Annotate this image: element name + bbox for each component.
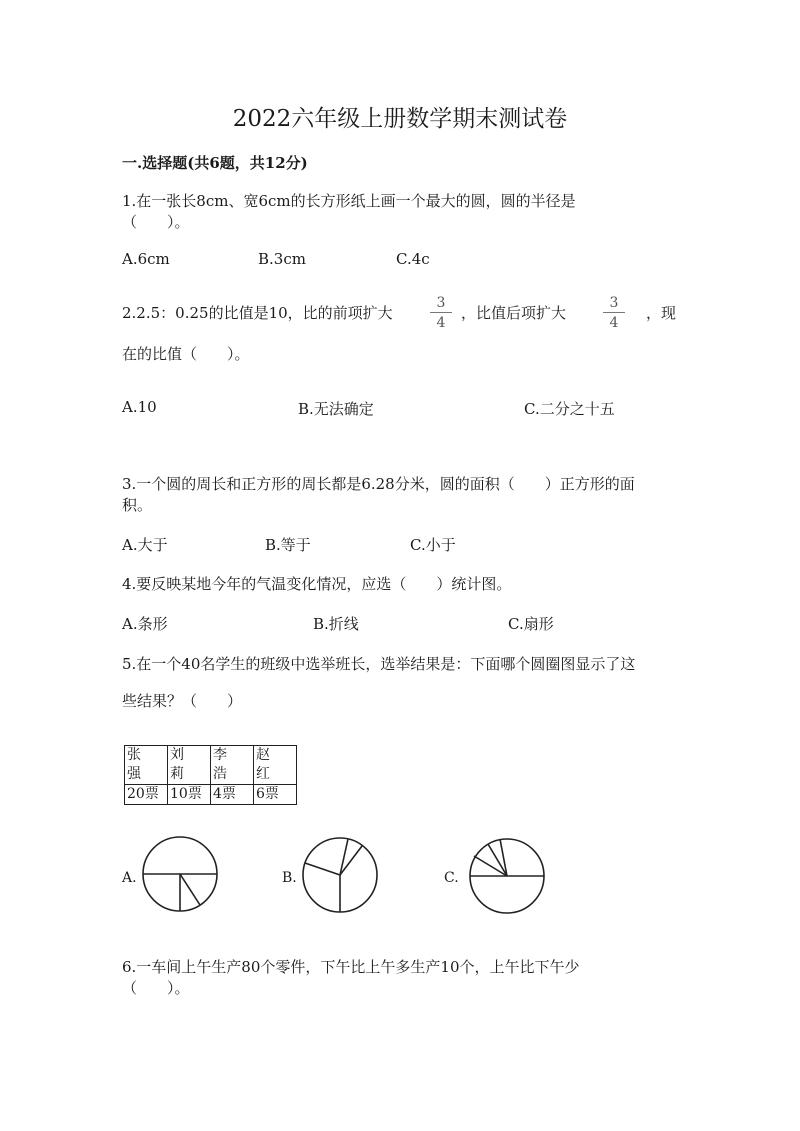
question-2-option-a: A.10 bbox=[122, 398, 157, 416]
question-2-text-part3: ，现 bbox=[646, 304, 677, 322]
fraction-numerator: 3 bbox=[430, 296, 452, 313]
question-4-option-a: A.条形 bbox=[122, 615, 168, 633]
vote-count: 10票 bbox=[168, 785, 211, 805]
question-4-option-b: B.折线 bbox=[313, 615, 359, 633]
question-3-option-a: A.大于 bbox=[122, 536, 168, 554]
section-heading: 一.选择题(共6题，共12分) bbox=[122, 154, 308, 172]
pie-option-a bbox=[143, 837, 217, 911]
fraction-denominator: 4 bbox=[436, 315, 446, 331]
fraction-denominator: 4 bbox=[609, 315, 619, 331]
question-1-text: 1.在一张长8cm、宽6cm的长方形纸上画一个最大的圆，圆的半径是 bbox=[122, 192, 576, 210]
question-4-option-c: C.扇形 bbox=[508, 615, 554, 633]
candidate-name: 张强 bbox=[125, 746, 168, 785]
question-5-text-line2: 些结果？（ ） bbox=[122, 692, 243, 710]
pie-option-b bbox=[303, 838, 377, 912]
question-1-option-b: B.3cm bbox=[258, 250, 306, 268]
question-3-option-c: C.小于 bbox=[410, 536, 456, 554]
pie-option-c-label: C. bbox=[444, 870, 459, 886]
pie-option-b-label: B. bbox=[282, 870, 297, 886]
question-4-text: 4.要反映某地今年的气温变化情况，应选（ ）统计图。 bbox=[122, 575, 512, 593]
pie-divider bbox=[180, 874, 200, 905]
question-5-text: 5.在一个40名学生的班级中选举班长，选举结果是：下面哪个圆圈图显示了这 bbox=[122, 655, 636, 673]
pie-option-c bbox=[470, 839, 544, 913]
candidate-name: 刘莉 bbox=[168, 746, 211, 785]
vote-count: 4票 bbox=[211, 785, 254, 805]
fraction-numerator: 3 bbox=[603, 296, 625, 313]
question-6-blank: （ ）。 bbox=[122, 979, 190, 997]
question-1-option-a: A.6cm bbox=[122, 250, 170, 268]
pie-divider bbox=[305, 863, 340, 875]
question-1-option-c: C.4c bbox=[396, 250, 430, 268]
question-2-text-line2: 在的比值（ ）。 bbox=[122, 345, 250, 363]
vote-count: 6票 bbox=[254, 785, 297, 805]
page-title: 2022六年级上册数学期末测试卷 bbox=[232, 106, 568, 132]
candidate-name: 赵红 bbox=[254, 746, 297, 785]
question-1-blank: （ ）。 bbox=[122, 213, 190, 231]
question-3-text: 3.一个圆的周长和正方形的周长都是6.28分米，圆的面积（ ）正方形的面 bbox=[122, 475, 635, 493]
pie-option-a-label: A. bbox=[122, 870, 137, 886]
question-2-text-part1: 2.2.5：0.25的比值是10，比的前项扩大 bbox=[122, 304, 393, 322]
vote-count: 20票 bbox=[125, 785, 168, 805]
pie-divider bbox=[474, 856, 507, 876]
question-2-option-c: C.二分之十五 bbox=[524, 400, 615, 418]
question-3-text-line2: 积。 bbox=[122, 496, 153, 514]
candidate-name: 李浩 bbox=[211, 746, 254, 785]
question-2-text-part2: ，比值后项扩大 bbox=[461, 304, 567, 322]
question-6-text: 6.一车间上午生产80个零件，下午比上午多生产10个，上午比下午少 bbox=[122, 958, 580, 976]
question-2-option-b: B.无法确定 bbox=[298, 400, 374, 418]
question-3-option-b: B.等于 bbox=[265, 536, 311, 554]
